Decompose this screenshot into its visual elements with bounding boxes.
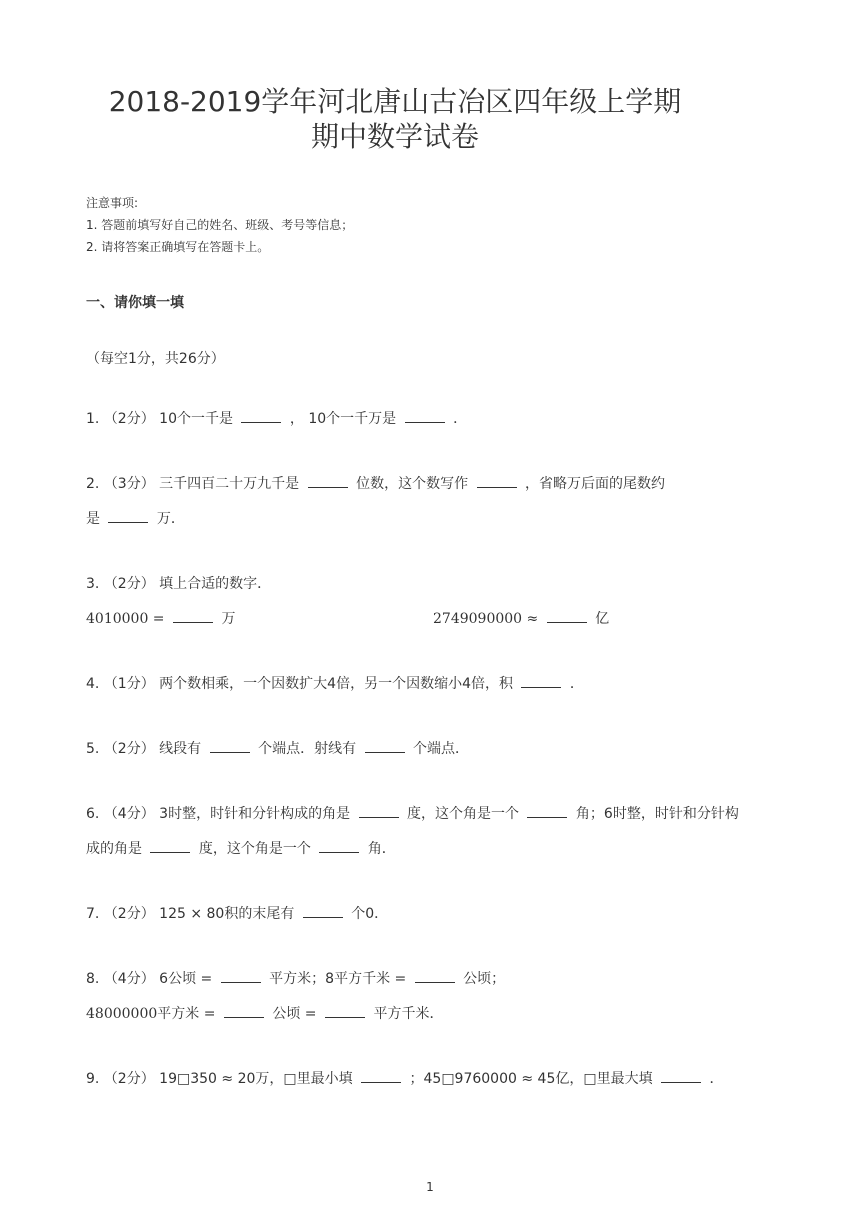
q3-text-c: 万 [221, 611, 236, 627]
answer-blank[interactable] [361, 1070, 401, 1083]
q3-text-b: 4010000 = [86, 611, 165, 627]
q1-text-c: 10个一千万是 [308, 411, 397, 427]
q8-text-d: 48000000平方米 = [86, 1006, 216, 1022]
q4-head: 4. （1分） [86, 676, 155, 692]
notes-block [86, 192, 353, 258]
answer-blank[interactable] [108, 510, 148, 523]
q9-text-c: ． [709, 1071, 724, 1087]
q5-text-b: 个端点．射线有 [258, 741, 357, 757]
q6-text-e: 度，这个角是一个 [198, 841, 311, 857]
q1-head: 1. （2分） [86, 411, 155, 427]
q8-head: 8. （4分） [86, 971, 155, 987]
answer-blank[interactable] [359, 805, 399, 818]
q2-text-d: 是 [86, 511, 100, 527]
q3-head: 3. （2分） [86, 576, 155, 592]
q7-head: 7. （2分） [86, 906, 155, 922]
question-9 [86, 1068, 724, 1088]
q3-text-e: 亿 [595, 611, 610, 627]
answer-blank[interactable] [241, 410, 281, 423]
answer-blank[interactable] [527, 805, 567, 818]
question-8-cont [86, 1003, 443, 1023]
question-4 [86, 673, 584, 693]
q7-text-a: 125 × 80积的末尾有 [159, 906, 295, 922]
answer-blank[interactable] [325, 1005, 365, 1018]
answer-blank[interactable] [415, 970, 455, 983]
question-5 [86, 738, 469, 758]
q6-text-d: 成的角是 [86, 841, 142, 857]
question-6-cont [86, 838, 396, 858]
q6-text-b: 度，这个角是一个 [407, 806, 519, 822]
q6-head: 6. （4分） [86, 806, 155, 822]
question-6 [86, 803, 739, 823]
answer-blank[interactable] [521, 675, 561, 688]
q6-text-c: 角；6时整，时针和分针构 [575, 806, 739, 822]
q3-text-d: 2749090000 ≈ [433, 611, 539, 627]
q2-head: 2. （3分） [86, 476, 155, 492]
q1-text-b: ， [289, 411, 304, 427]
notes-heading: 注意事项: [86, 196, 139, 210]
section-score: （每空1分，共26分） [86, 351, 225, 367]
answer-blank[interactable] [173, 610, 213, 623]
answer-blank[interactable] [405, 410, 445, 423]
q5-text-c: 个端点． [412, 741, 469, 757]
q6-text-f: 角． [367, 841, 396, 857]
answer-blank[interactable] [308, 475, 348, 488]
answer-blank[interactable] [477, 475, 517, 488]
answer-blank[interactable] [303, 905, 343, 918]
q4-text-b: ． [569, 676, 584, 692]
q9-text-b: ；45□9760000 ≈ 45亿，□里最大填 [409, 1071, 653, 1087]
answer-blank[interactable] [365, 740, 405, 753]
q1-text-d: ． [453, 411, 468, 427]
q8-text-b: 平方米；8平方千米 = [269, 971, 407, 987]
section-title: 一、请你填一填 [86, 295, 184, 311]
q6-text-a: 3时整，时针和分针构成的角是 [159, 806, 351, 822]
answer-blank[interactable] [210, 740, 250, 753]
page-number: 1 [426, 1180, 434, 1194]
notes-item-2: 2. 请将答案正确填写在答题卡上。 [86, 240, 270, 254]
q1-text-a: 10个一千是 [159, 411, 233, 427]
q2-text-e: 万． [156, 511, 185, 527]
q7-text-b: 个0． [351, 906, 389, 922]
q8-text-f: 平方千米． [373, 1006, 444, 1022]
answer-blank[interactable] [661, 1070, 701, 1083]
question-8 [86, 968, 505, 988]
question-1 [86, 408, 467, 428]
q4-text-a: 两个数相乘，一个因数扩大4倍，另一个因数缩小4倍，积 [159, 676, 513, 692]
answer-blank[interactable] [547, 610, 587, 623]
q9-text-a: 19□350 ≈ 20万，□里最小填 [159, 1071, 353, 1087]
q8-text-e: 公顷 = [272, 1006, 317, 1022]
q2-text-a: 三千四百二十万九千是 [159, 476, 300, 492]
question-3-left [86, 608, 235, 628]
q2-text-c: ，省略万后面的尾数约 [524, 476, 665, 492]
exam-title-line2: 期中数学试卷 [310, 120, 479, 153]
q8-text-c: 公顷； [463, 971, 506, 987]
q5-text-a: 线段有 [159, 741, 202, 757]
exam-title-line1: 2018-2019学年河北唐山古冶区四年级上学期 [108, 85, 682, 118]
notes-item-1: 1. 答题前填写好自己的姓名、班级、考号等信息； [86, 218, 354, 232]
q3-text-a: 填上合适的数字． [159, 576, 272, 592]
q2-text-b: 位数，这个数写作 [356, 476, 469, 492]
answer-blank[interactable] [224, 1005, 264, 1018]
question-7 [86, 903, 388, 923]
question-2 [86, 473, 665, 493]
answer-blank[interactable] [319, 840, 359, 853]
q5-head: 5. （2分） [86, 741, 155, 757]
question-3-right [433, 608, 609, 628]
q8-text-a: 6公顷 = [159, 971, 213, 987]
question-2-cont [86, 508, 185, 528]
question-3 [86, 573, 271, 593]
answer-blank[interactable] [221, 970, 261, 983]
q9-head: 9. （2分） [86, 1071, 155, 1087]
answer-blank[interactable] [150, 840, 190, 853]
